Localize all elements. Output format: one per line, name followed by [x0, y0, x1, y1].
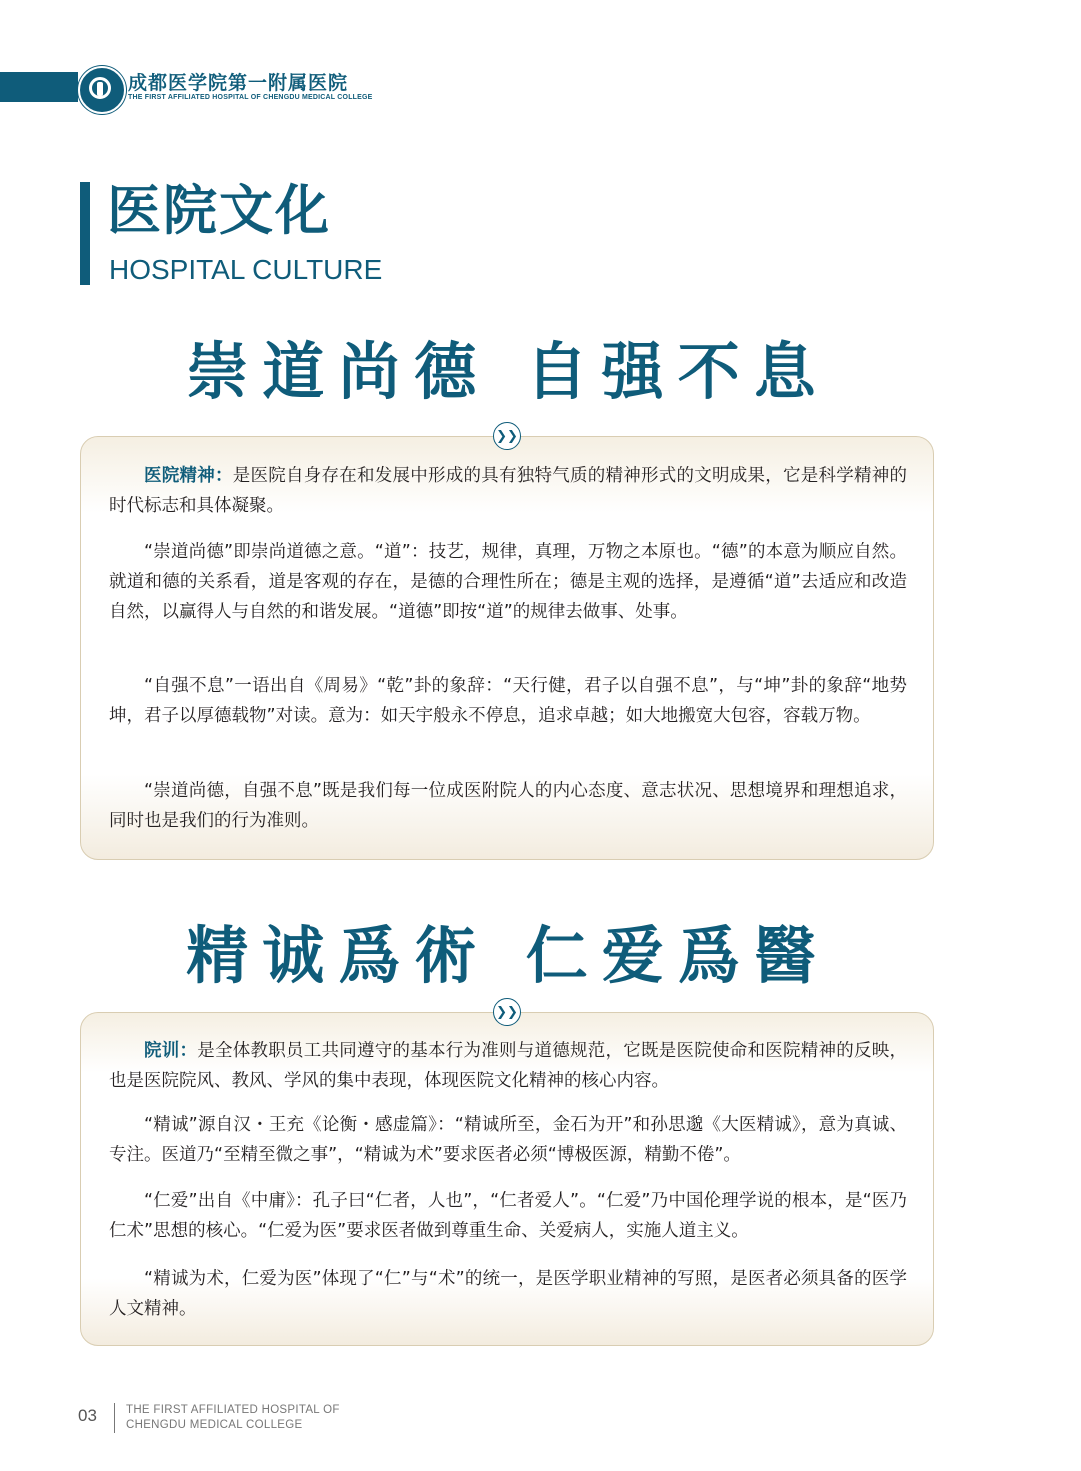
- motto-paragraph-2: “精诚”源自汉・王充《论衡・感虚篇》：“精诚所至，金石为开”和孙思邈《大医精诚》，意为真诚、专注。医道乃“至精至微之事”，“精诚为术”要求医者必须“博极医源，精勤不倦”。: [109, 1115, 907, 1165]
- hospital-name: 成都医学院第一附属医院: [128, 72, 349, 94]
- section-title-bar: [80, 182, 90, 285]
- chevron-down-icon: ❯❯: [493, 998, 521, 1026]
- hospital-name-english: THE FIRST AFFILIATED HOSPITAL OF CHENGDU MEDICAL COLLEGE: [128, 94, 373, 101]
- motto-paragraph-3: “仁爱”出自《中庸》：孔子曰“仁者，人也”，“仁者爱人”。“仁爱”乃中国伦理学说的根本，是“医乃仁术”思想的核心。“仁爱为医”要求医者做到尊重生命、关爱病人，实施人道主义。: [109, 1191, 907, 1241]
- footer-line-2: CHENGDU MEDICAL COLLEGE: [126, 1419, 303, 1431]
- footer-hospital-name: [126, 1403, 340, 1433]
- spirit-paragraph-1: 医院精神：是医院自身存在和发展中形成的具有独特气质的精神形式的文明成果，它是科学精神的时代标志和具体凝聚。: [109, 466, 907, 516]
- section-title: 医院文化: [107, 179, 331, 242]
- spirit-paragraph-3: “自强不息”一语出自《周易》“乾”卦的象辞：“天行健，君子以自强不息”，与“坤”卦的象辞“地势坤，君子以厚德载物”对读。意为：如天宇般永不停息，追求卓越；如大地搬宽大包容，容载万物。: [109, 676, 907, 726]
- spirit-lead: 医院精神：: [144, 466, 233, 486]
- footer-line-1: THE FIRST AFFILIATED HOSPITAL OF: [126, 1404, 340, 1416]
- motto-paragraph-4: “精诚为术，仁爱为医”体现了“仁”与“术”的统一，是医学职业精神的写照，是医者必须具备的医学人文精神。: [109, 1269, 907, 1319]
- spirit-paragraph-2: “崇道尚德”即崇尚道德之意。“道”：技艺，规律，真理，万物之本原也。“德”的本意为顺应自然。就道和德的关系看，道是客观的存在，是德的合理性所在；德是主观的选择，是遵循“道”去适应和改造自然，以赢得人与自然的和谐发展。“道德”即按“道”的规律去做事、处事。: [109, 542, 907, 622]
- page-number: 03: [78, 1406, 97, 1425]
- motto2-heading: 精诚爲術 仁爱爲醫: [186, 919, 830, 992]
- spirit-paragraph-4: “崇道尚德，自强不息”既是我们每一位成医附院人的内心态度、意志状况、思想境界和理想追求，同时也是我们的行为准则。: [109, 781, 907, 831]
- chevron-down-icon: ❯❯: [493, 422, 521, 450]
- footer-divider: [114, 1403, 115, 1433]
- motto-lead: 院训：: [144, 1041, 198, 1061]
- section-title-english: HOSPITAL CULTURE: [109, 254, 383, 285]
- hospital-logo-icon: [78, 66, 126, 114]
- spirit-motto: 崇道尚德 自强不息: [186, 335, 830, 408]
- header-accent-bar: [0, 72, 78, 102]
- motto-paragraph-1: 院训：是全体教职员工共同遵守的基本行为准则与道德规范，它既是医院使命和医院精神的反映，也是医院院风、教风、学风的集中表现，体现医院文化精神的核心内容。: [109, 1041, 907, 1091]
